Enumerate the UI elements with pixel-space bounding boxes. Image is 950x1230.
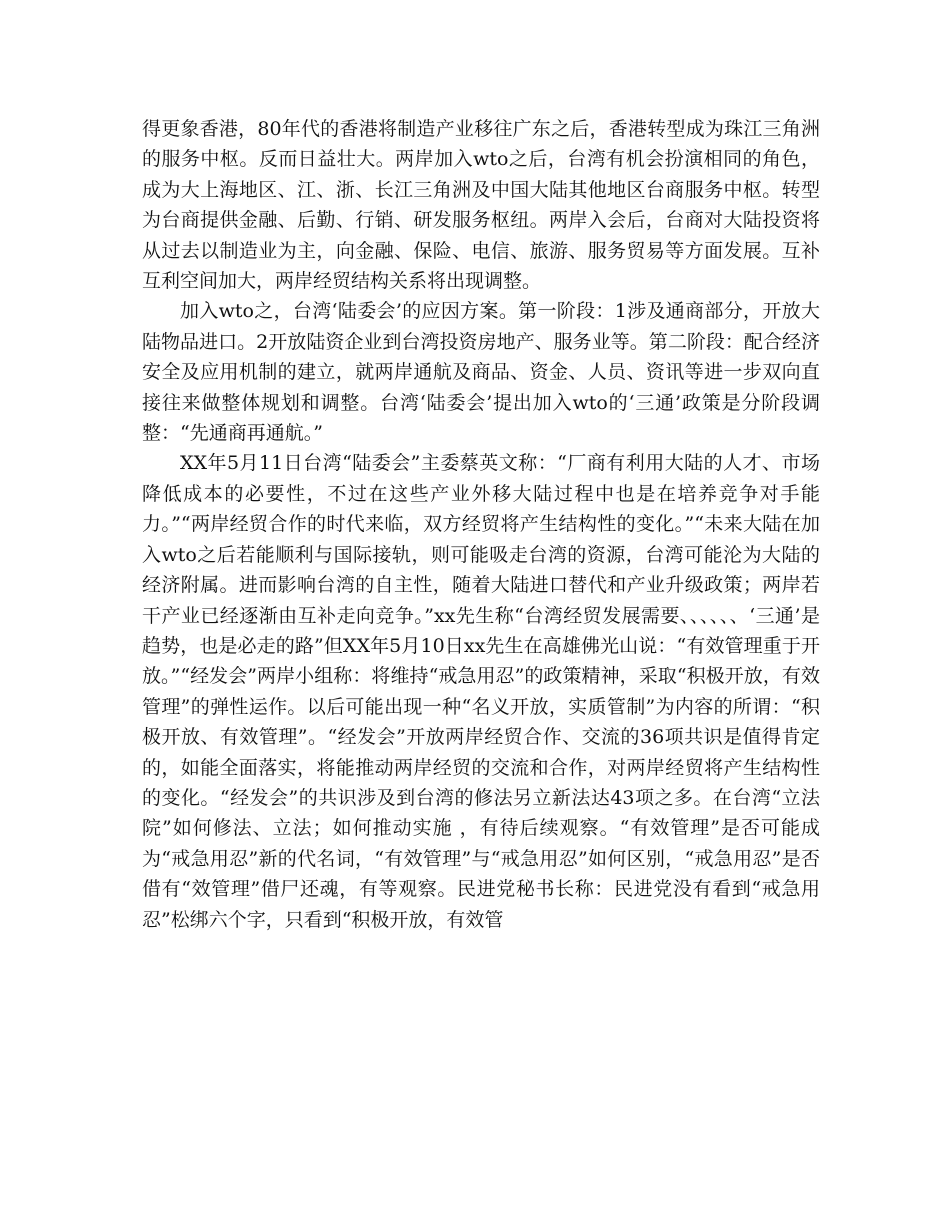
paragraph-1: 得更象香港，80年代的香港将制造产业移往广东之后，香港转型成为珠江三角洲的服务中枢。反而日益壮大。两岸加入wto之后，台湾有机会扮演相同的角色，成为大上海地区、江、浙、长江三角洲及中国大陆其他地区台商服务中枢。转型为台商提供金融、后勤、行销、研发服务枢纽。两岸入会后，台商对大陆投资将从过去以制造业为主，向金融、保险、电信、旅游、服务贸易等方面发展。互补互利空间加大，两岸经贸结构关系将出现调整。 <box>142 118 820 293</box>
paragraph-2: 加入wto之，台湾‘陆委会’的应因方案。第一阶段：1涉及通商部分，开放大陆物品进口。2开放陆资企业到台湾投资房地产、服务业等。第二阶段：配合经济安全及应用机制的建立，就两岸通航及商品、资金、人员、资讯等进一步双向直接往来做整体规划和调整。台湾‘陆委会’提出加入wto的‘三通’政策是分阶段调整：“先通商再通航。” <box>142 300 820 445</box>
paragraph-3: XX年5月11日台湾“陆委会”主委蔡英文称：“厂商有利用大陆的人才、市场降低成本的必要性，不过在这些产业外移大陆过程中也是在培养竞争对手能力。”“两岸经贸合作的时代来临，双方经贸将产生结构性的变化。”“未来大陆在加入wto之后若能顺利与国际接轨，则可能吸走台湾的资源，台湾可能沦为大陆的经济附属。进而影响台湾的自主性，随着大陆进口替代和产业升级政策；两岸若干产业已经逐渐由互补走向竞争。”xx先生称“台湾经贸发展需要、、、、、、‘三通’是趋势，也是必走的路”但XX年5月10日xx先生在高雄佛光山说：“有效管理重于开放。”“经发会”两岸小组称：将维持“戒急用忍”的政策精神，采取“积极开放，有效管理”的弹性运作。以后可能出现一种“名义开放，实质管制”为内容的所谓：“积极开放、有效管理”。“经发会”开放两岸经贸合作、交流的36项共识是值得肯定的，如能全面落实，将能推动两岸经贸的交流和合作，对两岸经贸将产生结构性的变化。“经发会”的共识涉及到台湾的修法另立新法达43项之多。在台湾“立法院”如何修法、立法；如何推动实施 ，有待后续观察。“有效管理”是否可能成为“戒急用忍”新的代名词，“有效管理”与“戒急用忍”如何区别，“戒急用忍”是否借有“效管理”借尸还魂，有等观察。民进党秘书长称：民进党没有看到“戒急用忍”松绑六个字，只看到“积极开放，有效管 <box>142 452 820 931</box>
document-body <box>142 114 820 935</box>
